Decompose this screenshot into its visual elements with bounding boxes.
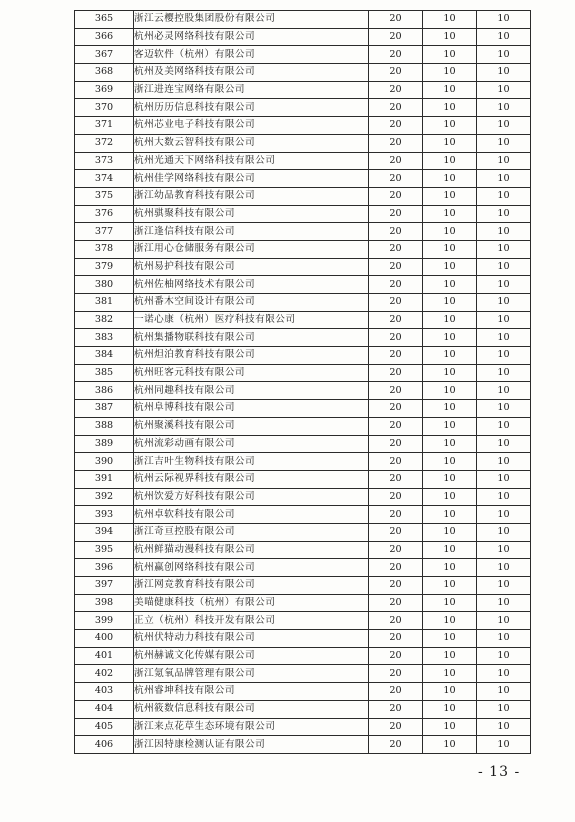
- row-number: 379: [75, 258, 134, 276]
- score-cell-1: 20: [369, 46, 423, 64]
- score-cell-2: 10: [423, 523, 477, 541]
- score-cell-3: 10: [477, 364, 531, 382]
- row-number: 387: [75, 400, 134, 418]
- table-row: [75, 46, 531, 64]
- table-row: [75, 559, 531, 577]
- row-number: 366: [75, 28, 134, 46]
- score-cell-3: 10: [477, 718, 531, 736]
- row-number: 398: [75, 594, 134, 612]
- company-name: 杭州聚溪科技有限公司: [134, 417, 369, 435]
- table-row: [75, 647, 531, 665]
- score-cell-1: 20: [369, 258, 423, 276]
- company-name: 浙江幼品教育科技有限公司: [134, 187, 369, 205]
- company-name: 浙江因特康检测认证有限公司: [134, 736, 369, 754]
- score-cell-3: 10: [477, 81, 531, 99]
- table-row: [75, 311, 531, 329]
- row-number: 383: [75, 329, 134, 347]
- score-cell-3: 10: [477, 134, 531, 152]
- table-row: [75, 453, 531, 471]
- row-number: 399: [75, 612, 134, 630]
- score-cell-1: 20: [369, 523, 423, 541]
- score-cell-1: 20: [369, 152, 423, 170]
- row-number: 376: [75, 205, 134, 223]
- score-cell-2: 10: [423, 683, 477, 701]
- company-name: 浙江奇亘控股有限公司: [134, 523, 369, 541]
- row-number: 386: [75, 382, 134, 400]
- table-row: [75, 205, 531, 223]
- score-cell-2: 10: [423, 488, 477, 506]
- score-cell-2: 10: [423, 46, 477, 64]
- company-name: 杭州筱数信息科技有限公司: [134, 700, 369, 718]
- company-table: [74, 10, 531, 754]
- score-cell-1: 20: [369, 435, 423, 453]
- table-row: [75, 364, 531, 382]
- table-row: [75, 718, 531, 736]
- company-name: 杭州同趣科技有限公司: [134, 382, 369, 400]
- score-cell-3: 10: [477, 170, 531, 188]
- score-cell-3: 10: [477, 488, 531, 506]
- row-number: 374: [75, 170, 134, 188]
- score-cell-1: 20: [369, 506, 423, 524]
- table-row: [75, 665, 531, 683]
- score-cell-1: 20: [369, 276, 423, 294]
- table-row: [75, 630, 531, 648]
- score-cell-3: 10: [477, 187, 531, 205]
- score-cell-2: 10: [423, 417, 477, 435]
- score-cell-2: 10: [423, 559, 477, 577]
- company-name: 美喵健康科技（杭州）有限公司: [134, 594, 369, 612]
- score-cell-2: 10: [423, 647, 477, 665]
- table-row: [75, 99, 531, 117]
- score-cell-1: 20: [369, 736, 423, 754]
- table-row: [75, 64, 531, 82]
- score-cell-1: 20: [369, 488, 423, 506]
- row-number: 403: [75, 683, 134, 701]
- score-cell-3: 10: [477, 523, 531, 541]
- table-row: [75, 11, 531, 29]
- row-number: 406: [75, 736, 134, 754]
- company-name: 杭州必灵网络科技有限公司: [134, 28, 369, 46]
- score-cell-2: 10: [423, 99, 477, 117]
- row-number: 390: [75, 453, 134, 471]
- table-row: [75, 152, 531, 170]
- score-cell-2: 10: [423, 665, 477, 683]
- table-row: [75, 594, 531, 612]
- score-cell-3: 10: [477, 470, 531, 488]
- score-cell-2: 10: [423, 117, 477, 135]
- table-row: [75, 523, 531, 541]
- row-number: 369: [75, 81, 134, 99]
- score-cell-1: 20: [369, 223, 423, 241]
- table-body: [75, 11, 531, 754]
- score-cell-2: 10: [423, 223, 477, 241]
- score-cell-3: 10: [477, 647, 531, 665]
- score-cell-3: 10: [477, 240, 531, 258]
- company-name: 正立（杭州）科技开发有限公司: [134, 612, 369, 630]
- score-cell-3: 10: [477, 630, 531, 648]
- score-cell-2: 10: [423, 347, 477, 365]
- page-number: - 13 -: [478, 764, 521, 780]
- score-cell-1: 20: [369, 417, 423, 435]
- table-row: [75, 294, 531, 312]
- score-cell-3: 10: [477, 64, 531, 82]
- table-row: [75, 577, 531, 595]
- table-row: [75, 170, 531, 188]
- score-cell-3: 10: [477, 99, 531, 117]
- score-cell-3: 10: [477, 294, 531, 312]
- score-cell-3: 10: [477, 382, 531, 400]
- row-number: 380: [75, 276, 134, 294]
- table-row: [75, 541, 531, 559]
- score-cell-3: 10: [477, 700, 531, 718]
- score-cell-1: 20: [369, 382, 423, 400]
- company-name: 浙江吉叶生物科技有限公司: [134, 453, 369, 471]
- company-name: 杭州鲜猫动漫科技有限公司: [134, 541, 369, 559]
- row-number: 378: [75, 240, 134, 258]
- score-cell-1: 20: [369, 347, 423, 365]
- company-name: 杭州大数云智科技有限公司: [134, 134, 369, 152]
- score-cell-3: 10: [477, 152, 531, 170]
- score-cell-1: 20: [369, 187, 423, 205]
- company-name: 杭州阜博科技有限公司: [134, 400, 369, 418]
- table-row: [75, 134, 531, 152]
- score-cell-2: 10: [423, 187, 477, 205]
- score-cell-1: 20: [369, 205, 423, 223]
- score-cell-3: 10: [477, 665, 531, 683]
- score-cell-2: 10: [423, 152, 477, 170]
- table-row: [75, 683, 531, 701]
- score-cell-1: 20: [369, 559, 423, 577]
- score-cell-2: 10: [423, 81, 477, 99]
- score-cell-2: 10: [423, 506, 477, 524]
- row-number: 404: [75, 700, 134, 718]
- company-name: 杭州饮爱方好科技有限公司: [134, 488, 369, 506]
- table-row: [75, 28, 531, 46]
- company-name: 杭州芯业电子科技有限公司: [134, 117, 369, 135]
- score-cell-3: 10: [477, 46, 531, 64]
- score-cell-2: 10: [423, 64, 477, 82]
- score-cell-2: 10: [423, 276, 477, 294]
- score-cell-2: 10: [423, 700, 477, 718]
- row-number: 393: [75, 506, 134, 524]
- company-name: 杭州佳学网络科技有限公司: [134, 170, 369, 188]
- table-row: [75, 117, 531, 135]
- score-cell-1: 20: [369, 612, 423, 630]
- row-number: 372: [75, 134, 134, 152]
- company-name: 浙江用心仓储服务有限公司: [134, 240, 369, 258]
- company-name: 杭州云际视界科技有限公司: [134, 470, 369, 488]
- score-cell-3: 10: [477, 541, 531, 559]
- row-number: 368: [75, 64, 134, 82]
- score-cell-1: 20: [369, 294, 423, 312]
- table-row: [75, 187, 531, 205]
- score-cell-3: 10: [477, 258, 531, 276]
- score-cell-2: 10: [423, 240, 477, 258]
- score-cell-1: 20: [369, 630, 423, 648]
- company-name: 浙江云樱控股集团股份有限公司: [134, 11, 369, 29]
- company-name: 杭州及美网络科技有限公司: [134, 64, 369, 82]
- company-name: 浙江网竞教育科技有限公司: [134, 577, 369, 595]
- table-row: [75, 329, 531, 347]
- row-number: 392: [75, 488, 134, 506]
- company-name: 一诺心康（杭州）医疗科技有限公司: [134, 311, 369, 329]
- score-cell-1: 20: [369, 240, 423, 258]
- company-name: 杭州骐聚科技有限公司: [134, 205, 369, 223]
- company-name: 客迈软件（杭州）有限公司: [134, 46, 369, 64]
- score-cell-3: 10: [477, 736, 531, 754]
- company-name: 杭州伏特动力科技有限公司: [134, 630, 369, 648]
- table-row: [75, 382, 531, 400]
- score-cell-1: 20: [369, 400, 423, 418]
- score-cell-2: 10: [423, 170, 477, 188]
- score-cell-2: 10: [423, 205, 477, 223]
- score-cell-3: 10: [477, 311, 531, 329]
- table-row: [75, 347, 531, 365]
- score-cell-1: 20: [369, 11, 423, 29]
- company-name: 浙江氪氧品牌管理有限公司: [134, 665, 369, 683]
- row-number: 375: [75, 187, 134, 205]
- table-row: [75, 276, 531, 294]
- company-name: 杭州番木空间设计有限公司: [134, 294, 369, 312]
- score-cell-3: 10: [477, 223, 531, 241]
- score-cell-2: 10: [423, 400, 477, 418]
- score-cell-3: 10: [477, 417, 531, 435]
- score-cell-3: 10: [477, 683, 531, 701]
- score-cell-2: 10: [423, 718, 477, 736]
- table-row: [75, 736, 531, 754]
- table-row: [75, 470, 531, 488]
- score-cell-3: 10: [477, 453, 531, 471]
- score-cell-3: 10: [477, 400, 531, 418]
- table-row: [75, 506, 531, 524]
- table-row: [75, 81, 531, 99]
- score-cell-3: 10: [477, 347, 531, 365]
- score-cell-3: 10: [477, 329, 531, 347]
- score-cell-3: 10: [477, 205, 531, 223]
- row-number: 382: [75, 311, 134, 329]
- score-cell-1: 20: [369, 364, 423, 382]
- score-cell-1: 20: [369, 329, 423, 347]
- table-row: [75, 240, 531, 258]
- row-number: 389: [75, 435, 134, 453]
- row-number: 400: [75, 630, 134, 648]
- row-number: 395: [75, 541, 134, 559]
- score-cell-2: 10: [423, 28, 477, 46]
- score-cell-1: 20: [369, 311, 423, 329]
- score-cell-1: 20: [369, 683, 423, 701]
- row-number: 370: [75, 99, 134, 117]
- score-cell-1: 20: [369, 64, 423, 82]
- row-number: 397: [75, 577, 134, 595]
- company-name: 杭州光通天下网络科技有限公司: [134, 152, 369, 170]
- table-row: [75, 258, 531, 276]
- score-cell-2: 10: [423, 453, 477, 471]
- score-cell-1: 20: [369, 665, 423, 683]
- row-number: 385: [75, 364, 134, 382]
- company-name: 杭州睿坤科技有限公司: [134, 683, 369, 701]
- company-name: 浙江进连宝网络有限公司: [134, 81, 369, 99]
- score-cell-2: 10: [423, 382, 477, 400]
- score-cell-1: 20: [369, 453, 423, 471]
- score-cell-2: 10: [423, 294, 477, 312]
- score-cell-2: 10: [423, 311, 477, 329]
- table-row: [75, 435, 531, 453]
- score-cell-2: 10: [423, 364, 477, 382]
- table-row: [75, 700, 531, 718]
- company-name: 杭州佐柚网络技术有限公司: [134, 276, 369, 294]
- row-number: 381: [75, 294, 134, 312]
- company-name: 杭州赢创网络科技有限公司: [134, 559, 369, 577]
- company-name: 杭州炟泊教育科技有限公司: [134, 347, 369, 365]
- score-cell-1: 20: [369, 577, 423, 595]
- company-name: 杭州历历信息科技有限公司: [134, 99, 369, 117]
- score-cell-2: 10: [423, 736, 477, 754]
- row-number: 384: [75, 347, 134, 365]
- company-name: 杭州易护科技有限公司: [134, 258, 369, 276]
- score-cell-2: 10: [423, 577, 477, 595]
- score-cell-3: 10: [477, 559, 531, 577]
- company-name: 浙江来点花草生态环境有限公司: [134, 718, 369, 736]
- table-row: [75, 223, 531, 241]
- score-cell-2: 10: [423, 594, 477, 612]
- company-name: 杭州流彩动画有限公司: [134, 435, 369, 453]
- table-row: [75, 612, 531, 630]
- score-cell-2: 10: [423, 134, 477, 152]
- score-cell-2: 10: [423, 258, 477, 276]
- score-cell-2: 10: [423, 612, 477, 630]
- score-cell-2: 10: [423, 435, 477, 453]
- score-cell-3: 10: [477, 612, 531, 630]
- row-number: 394: [75, 523, 134, 541]
- score-cell-2: 10: [423, 541, 477, 559]
- score-cell-3: 10: [477, 594, 531, 612]
- company-name: 浙江逢信科技有限公司: [134, 223, 369, 241]
- row-number: 401: [75, 647, 134, 665]
- score-cell-2: 10: [423, 630, 477, 648]
- score-cell-3: 10: [477, 28, 531, 46]
- row-number: 365: [75, 11, 134, 29]
- score-cell-1: 20: [369, 117, 423, 135]
- company-name: 杭州卓软科技有限公司: [134, 506, 369, 524]
- score-cell-1: 20: [369, 594, 423, 612]
- row-number: 405: [75, 718, 134, 736]
- row-number: 373: [75, 152, 134, 170]
- company-name: 杭州旺客元科技有限公司: [134, 364, 369, 382]
- table-row: [75, 417, 531, 435]
- score-cell-2: 10: [423, 470, 477, 488]
- row-number: 388: [75, 417, 134, 435]
- score-cell-3: 10: [477, 11, 531, 29]
- row-number: 391: [75, 470, 134, 488]
- row-number: 396: [75, 559, 134, 577]
- score-cell-2: 10: [423, 329, 477, 347]
- score-cell-3: 10: [477, 117, 531, 135]
- company-name: 杭州赫诚文化传媒有限公司: [134, 647, 369, 665]
- row-number: 402: [75, 665, 134, 683]
- row-number: 371: [75, 117, 134, 135]
- score-cell-1: 20: [369, 541, 423, 559]
- score-cell-3: 10: [477, 276, 531, 294]
- score-cell-2: 10: [423, 11, 477, 29]
- company-name: 杭州集播物联科技有限公司: [134, 329, 369, 347]
- score-cell-1: 20: [369, 170, 423, 188]
- score-cell-1: 20: [369, 700, 423, 718]
- score-cell-3: 10: [477, 435, 531, 453]
- score-cell-3: 10: [477, 506, 531, 524]
- score-cell-1: 20: [369, 99, 423, 117]
- score-cell-3: 10: [477, 577, 531, 595]
- table-row: [75, 488, 531, 506]
- score-cell-1: 20: [369, 134, 423, 152]
- score-cell-1: 20: [369, 28, 423, 46]
- score-cell-1: 20: [369, 647, 423, 665]
- score-cell-1: 20: [369, 81, 423, 99]
- row-number: 377: [75, 223, 134, 241]
- row-number: 367: [75, 46, 134, 64]
- score-cell-1: 20: [369, 718, 423, 736]
- table-row: [75, 400, 531, 418]
- score-cell-1: 20: [369, 470, 423, 488]
